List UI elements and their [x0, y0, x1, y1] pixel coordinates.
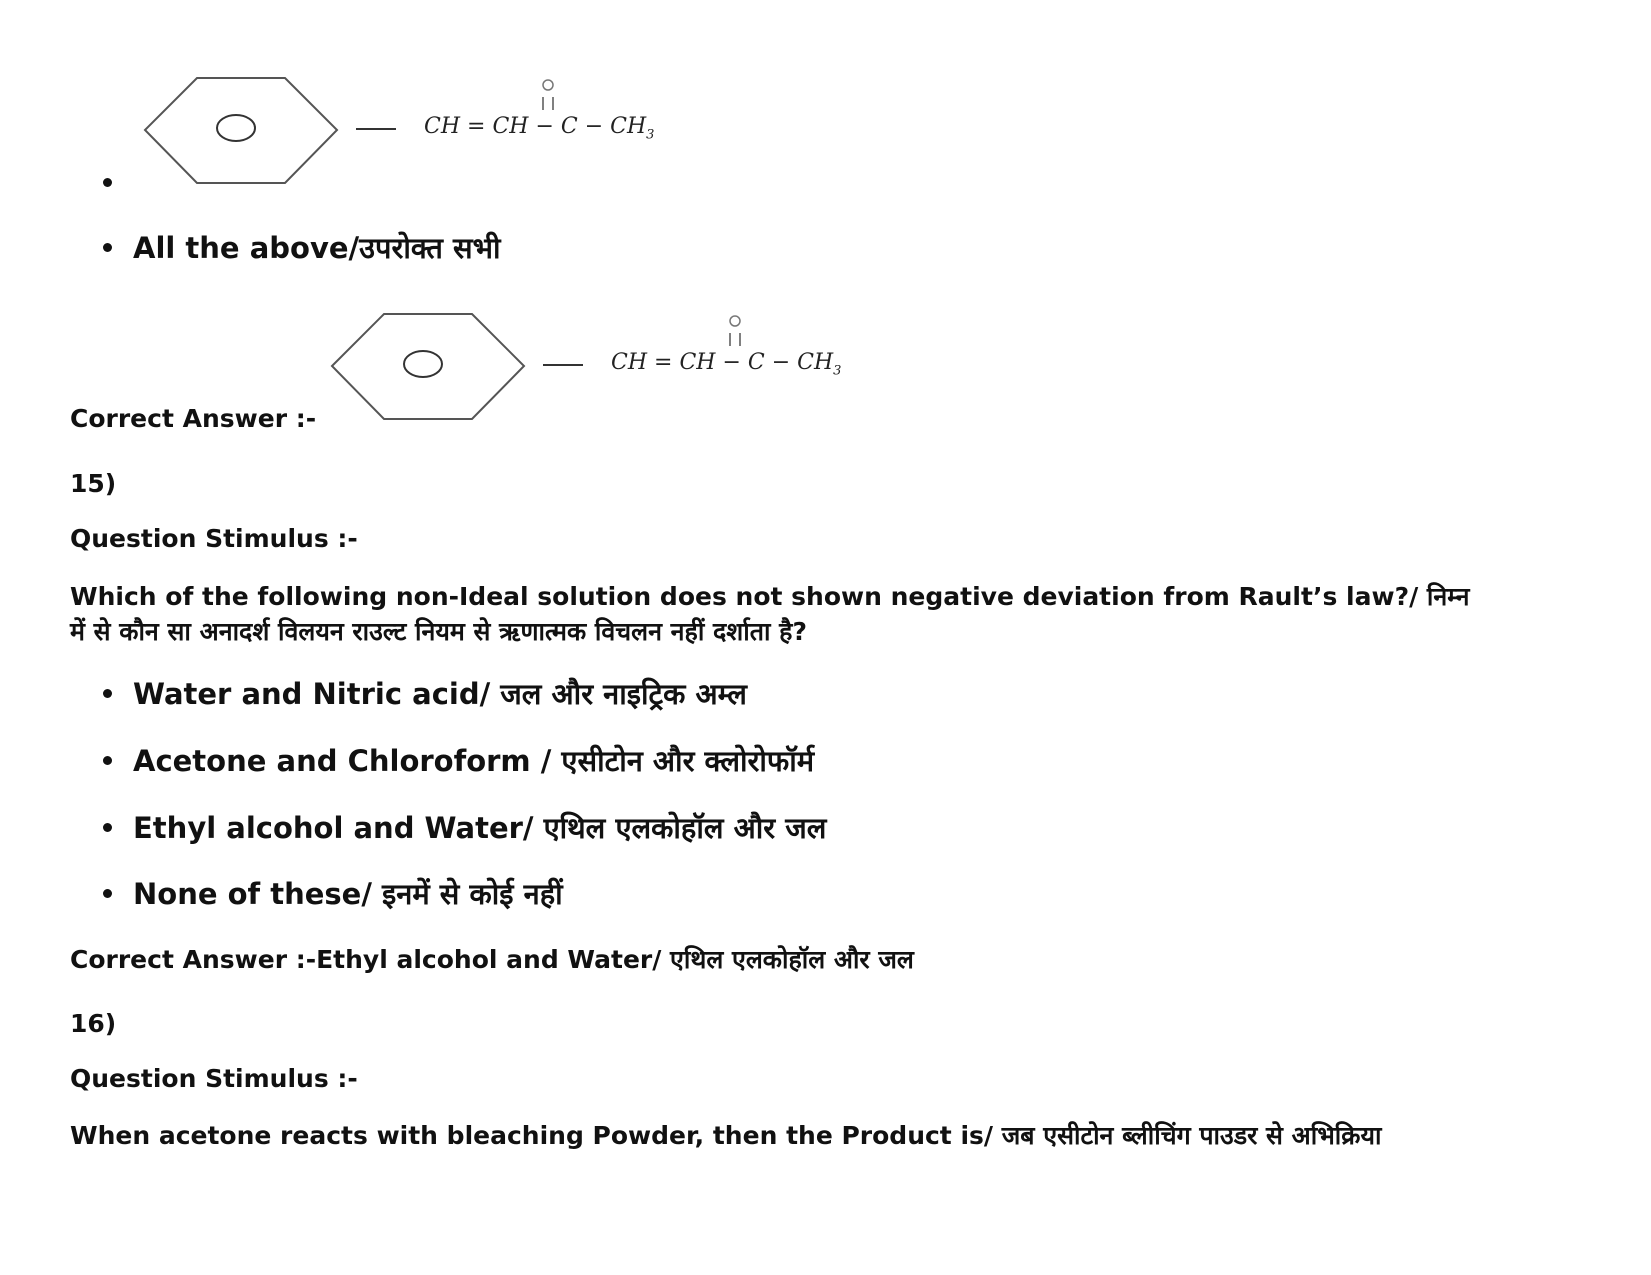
q15-option-3: Ethyl alcohol and Water/ एथिल एलकोहॉल और जल [133, 811, 827, 845]
bullet-icon [103, 243, 112, 252]
q15-question-text [70, 579, 1610, 649]
bullet-icon [103, 178, 112, 187]
option-structure-image [140, 70, 655, 195]
bullet-icon [103, 889, 112, 898]
q15-stimulus-label: Question Stimulus :- [70, 524, 358, 553]
option-all-above: All the above/उपरोक्त सभी [133, 231, 501, 265]
q15-option-2: Acetone and Chloroform / एसीटोन और क्लोरोफॉर्म [133, 744, 815, 778]
q16-question-line1: When acetone reacts with bleaching Powder, then the Product is/ जब एसीटोन ब्लीचिंग पाउडर से अभिक्रिया [70, 1121, 1382, 1150]
q15-number: 15) [70, 469, 117, 498]
q15-correct-answer: Correct Answer :-Ethyl alcohol and Water/ एथिल एलकोहॉल और जल [70, 945, 914, 974]
correct-answer-structure-image [327, 306, 842, 431]
q15-question-line1: Which of the following non-Ideal solution does not shown negative deviation from Rault’s law?/ निम्न [70, 582, 1470, 611]
structure-subscript: 3 [646, 127, 655, 143]
q16-number: 16) [70, 1009, 117, 1038]
q15-option-4: None of these/ इनमें से कोई नहीं [133, 877, 563, 911]
bullet-icon [103, 689, 112, 698]
bullet-icon [103, 756, 112, 765]
q15-option-1: Water and Nitric acid/ जल और नाइट्रिक अम्ल [133, 677, 747, 711]
q16-stimulus-label: Question Stimulus :- [70, 1064, 358, 1093]
q14-correct-answer-label: Correct Answer :- [70, 404, 317, 433]
structure-formula: CH = CH − C − CH [424, 114, 647, 139]
q15-question-line2: में से कौन सा अनादर्श विलयन राउल्ट नियम से ऋणात्मक विचलन नहीं दर्शाता है? [70, 617, 807, 646]
q16-question-text [70, 1118, 1610, 1156]
structure-formula: CH = CH − C − CH [611, 350, 834, 375]
bullet-icon [103, 823, 112, 832]
structure-subscript: 3 [833, 363, 842, 379]
